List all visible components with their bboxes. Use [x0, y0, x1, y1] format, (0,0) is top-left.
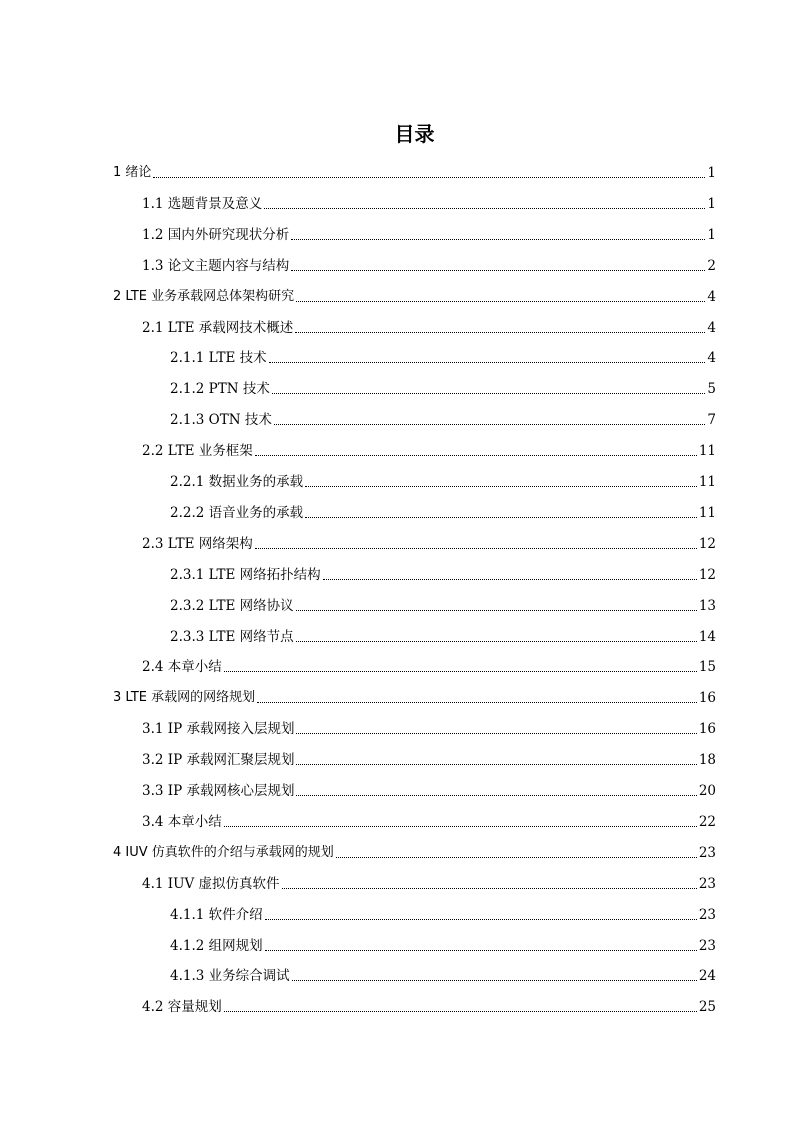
toc-entry-title: 2.3.1 LTE 网络拓扑结构 — [170, 566, 321, 583]
toc-dot-leader — [255, 455, 697, 456]
toc-entry[interactable] — [142, 194, 716, 214]
toc-page-number: 1 — [707, 195, 716, 212]
toc-page-number: 12 — [698, 535, 716, 552]
toc-dot-leader — [224, 826, 697, 827]
toc-page-number: 23 — [698, 875, 716, 892]
toc-dot-leader — [291, 239, 705, 240]
toc-entry[interactable] — [142, 781, 716, 801]
toc-page-number: 4 — [707, 288, 716, 305]
toc-entry[interactable] — [142, 534, 716, 554]
toc-page-number: 4 — [707, 319, 716, 336]
toc-dot-leader — [305, 517, 697, 518]
toc-entry-title: 2.1.3 OTN 技术 — [170, 412, 272, 429]
toc-page-number: 14 — [698, 628, 716, 645]
toc-entry-title: 1.3 论文主题内容与结构 — [142, 257, 290, 274]
toc-entry-title: 4.1.3 业务综合调试 — [170, 968, 290, 985]
toc-entry-title: 4.1 IUV 虚拟仿真软件 — [142, 875, 280, 892]
toc-entry-title: 2.2.2 语音业务的承载 — [170, 504, 304, 521]
toc-dot-leader — [153, 177, 705, 178]
toc-dot-leader — [305, 486, 697, 487]
toc-dot-leader — [296, 301, 705, 302]
toc-entry[interactable] — [170, 379, 716, 399]
toc-dot-leader — [224, 1011, 697, 1012]
toc-dot-leader — [292, 980, 697, 981]
toc-entry-title: 1.1 选题背景及意义 — [142, 195, 263, 212]
toc-page-number: 1 — [707, 226, 716, 243]
toc-entry-title: 2.3.3 LTE 网络节点 — [170, 628, 294, 645]
toc-entry-title: 3.3 IP 承载网核心层规划 — [142, 783, 295, 799]
toc-entry-title: 4.1.1 软件介绍 — [170, 906, 263, 923]
toc-entry-title: 2.3 LTE 网络架构 — [142, 535, 253, 552]
toc-entry-title: 4 IUV 仿真软件的介绍与承载网的规划 — [113, 844, 334, 860]
toc-entry[interactable] — [142, 657, 716, 677]
toc-entry[interactable] — [170, 503, 716, 523]
toc-page-number: 18 — [698, 752, 716, 769]
toc-entry-title: 2.4 本章小结 — [142, 659, 222, 676]
toc-page-number: 13 — [698, 597, 716, 614]
toc-entry[interactable] — [170, 565, 716, 585]
toc-dot-leader — [274, 424, 706, 425]
toc-entry[interactable] — [142, 719, 716, 739]
toc-entry-title: 3.2 IP 承载网汇聚层规划 — [142, 752, 295, 769]
toc-page-number: 1 — [707, 165, 716, 181]
toc-page-number: 15 — [698, 659, 716, 676]
toc-entry-title: 2.3.2 LTE 网络协议 — [170, 597, 294, 614]
toc-entry-title: 2.1 LTE 承载网技术概述 — [142, 319, 294, 336]
toc-entry-title: 3.1 IP 承载网接入层规划 — [142, 721, 295, 738]
toc-entry-title: 4.2 容量规划 — [142, 999, 222, 1016]
toc-entry-title: 2.2 LTE 业务框架 — [142, 443, 253, 460]
toc-entry[interactable] — [142, 256, 716, 276]
toc-page-number: 23 — [698, 844, 716, 861]
toc-entry[interactable] — [113, 688, 716, 708]
toc-entry[interactable] — [142, 750, 716, 770]
toc-entry-title: 3 LTE 承载网的网络规划 — [113, 690, 256, 706]
toc-entry[interactable] — [142, 225, 716, 245]
toc-dot-leader — [269, 362, 706, 363]
toc-page-number: 16 — [698, 721, 716, 738]
toc-dot-leader — [272, 393, 706, 394]
toc-entry[interactable] — [170, 596, 716, 616]
toc-entry-title: 3.4 本章小结 — [142, 813, 222, 830]
toc-dot-leader — [296, 795, 696, 796]
toc-title: 目录 — [394, 122, 435, 146]
toc-entry[interactable] — [142, 812, 716, 832]
toc-page-number: 11 — [698, 443, 716, 460]
toc-dot-leader — [296, 641, 697, 642]
toc-entry[interactable] — [170, 348, 716, 368]
toc-entry[interactable] — [113, 163, 716, 183]
toc-page-number: 11 — [698, 474, 716, 490]
toc-dot-leader — [265, 919, 697, 920]
toc-entry[interactable] — [170, 472, 716, 492]
toc-entry-title: 2 LTE 业务承载网总体架构研究 — [113, 288, 295, 304]
toc-entry[interactable] — [170, 936, 716, 956]
toc-page-number: 11 — [698, 504, 716, 521]
toc-page-number: 5 — [707, 381, 716, 398]
toc-entry-title: 2.1.1 LTE 技术 — [170, 350, 267, 367]
toc-page-number: 2 — [707, 257, 716, 274]
toc-page-number: 20 — [698, 783, 716, 799]
toc-entry[interactable] — [142, 318, 716, 338]
toc-entry[interactable] — [113, 843, 716, 863]
toc-entry-title: 2.1.2 PTN 技术 — [170, 381, 270, 398]
toc-page-number: 4 — [707, 350, 716, 367]
toc-page-number: 7 — [707, 412, 716, 429]
toc-dot-leader — [265, 950, 697, 951]
toc-entry[interactable] — [142, 997, 716, 1017]
toc-page-number: 22 — [698, 813, 716, 830]
toc-dot-leader — [296, 610, 697, 611]
toc-entry[interactable] — [113, 287, 716, 307]
toc-entry[interactable] — [170, 905, 716, 925]
toc-dot-leader — [296, 733, 696, 734]
toc-dot-leader — [224, 671, 697, 672]
toc-entry-title: 1 绪论 — [113, 165, 152, 180]
toc-dot-leader — [291, 270, 705, 271]
toc-entry[interactable] — [170, 966, 716, 986]
toc-page-number: 23 — [698, 937, 716, 954]
toc-dot-leader — [255, 548, 697, 549]
toc-page-number: 16 — [698, 690, 716, 707]
toc-entry-title: 1.2 国内外研究现状分析 — [142, 226, 290, 243]
toc-dot-leader — [296, 764, 696, 765]
toc-page-number: 12 — [698, 566, 716, 583]
toc-dot-leader — [323, 579, 697, 580]
toc-page-number: 24 — [698, 968, 716, 985]
toc-entry-title: 2.2.1 数据业务的承载 — [170, 474, 304, 490]
toc-dot-leader — [257, 702, 697, 703]
toc-dot-leader — [282, 888, 697, 889]
toc-page-number: 23 — [698, 906, 716, 923]
toc-entry[interactable] — [142, 441, 716, 461]
toc-dot-leader — [295, 332, 705, 333]
toc-entry[interactable] — [142, 874, 716, 894]
toc-entry-title: 4.1.2 组网规划 — [170, 937, 263, 954]
toc-dot-leader — [264, 208, 705, 209]
toc-dot-leader — [336, 857, 697, 858]
toc-entry[interactable] — [170, 410, 716, 430]
toc-page-number: 25 — [698, 999, 716, 1016]
toc-entry[interactable] — [170, 627, 716, 647]
